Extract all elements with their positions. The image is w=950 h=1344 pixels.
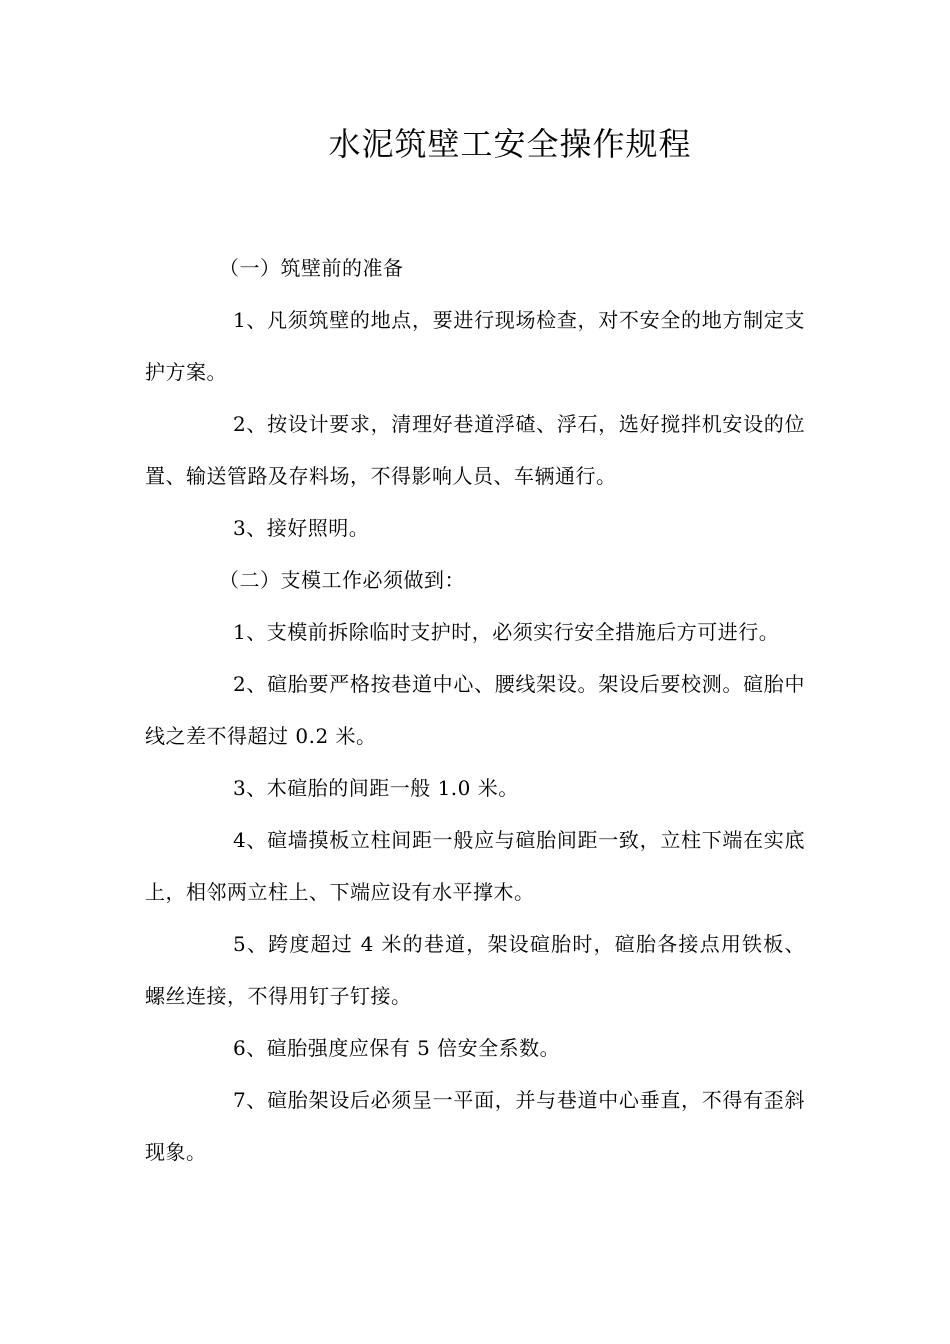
- section-heading-text: （二）支模工作必须做到：: [219, 568, 465, 592]
- section-heading: [145, 242, 805, 294]
- paragraph: 5、跨度超过 4 米的巷道，架设碹胎时，碹胎各接点用铁板、螺丝连接，不得用钉子钉接。: [145, 932, 805, 1008]
- paragraph: 6、碹胎强度应保有 5 倍安全系数。: [233, 1036, 561, 1060]
- paragraph: 3、木碹胎的间距一般 1.0 米。: [233, 776, 519, 800]
- paragraph: 2、碹胎要严格按巷道中心、腰线架设。架设后要校测。碹胎中线之差不得超过 0.2 米。: [145, 672, 805, 748]
- paragraph: 2、按设计要求，清理好巷道浮碴、浮石，选好搅拌机安设的位置、输送管路及存料场，不得影响人员、车辆通行。: [145, 412, 805, 488]
- paragraph: 4、碹墙摸板立柱间距一般应与碹胎间距一致，立柱下端在实底上，相邻两立柱上、下端应设有水平撑木。: [145, 828, 805, 904]
- section-heading-text: （一）筑壁前的准备: [219, 256, 404, 280]
- paragraph: 7、碹胎架设后必须呈一平面，并与巷道中心垂直，不得有歪斜现象。: [145, 1088, 805, 1164]
- paragraph: 1、凡须筑壁的地点，要进行现场检查，对不安全的地方制定支护方案。: [145, 308, 805, 384]
- document-title: 水泥筑壁工安全操作规程: [328, 125, 692, 163]
- paragraph: 1、支模前拆除临时支护时，必须实行安全措施后方可进行。: [233, 620, 780, 644]
- document-body: [145, 242, 805, 1178]
- paragraph: 3、接好照明。: [233, 516, 370, 540]
- section-heading: [145, 554, 805, 606]
